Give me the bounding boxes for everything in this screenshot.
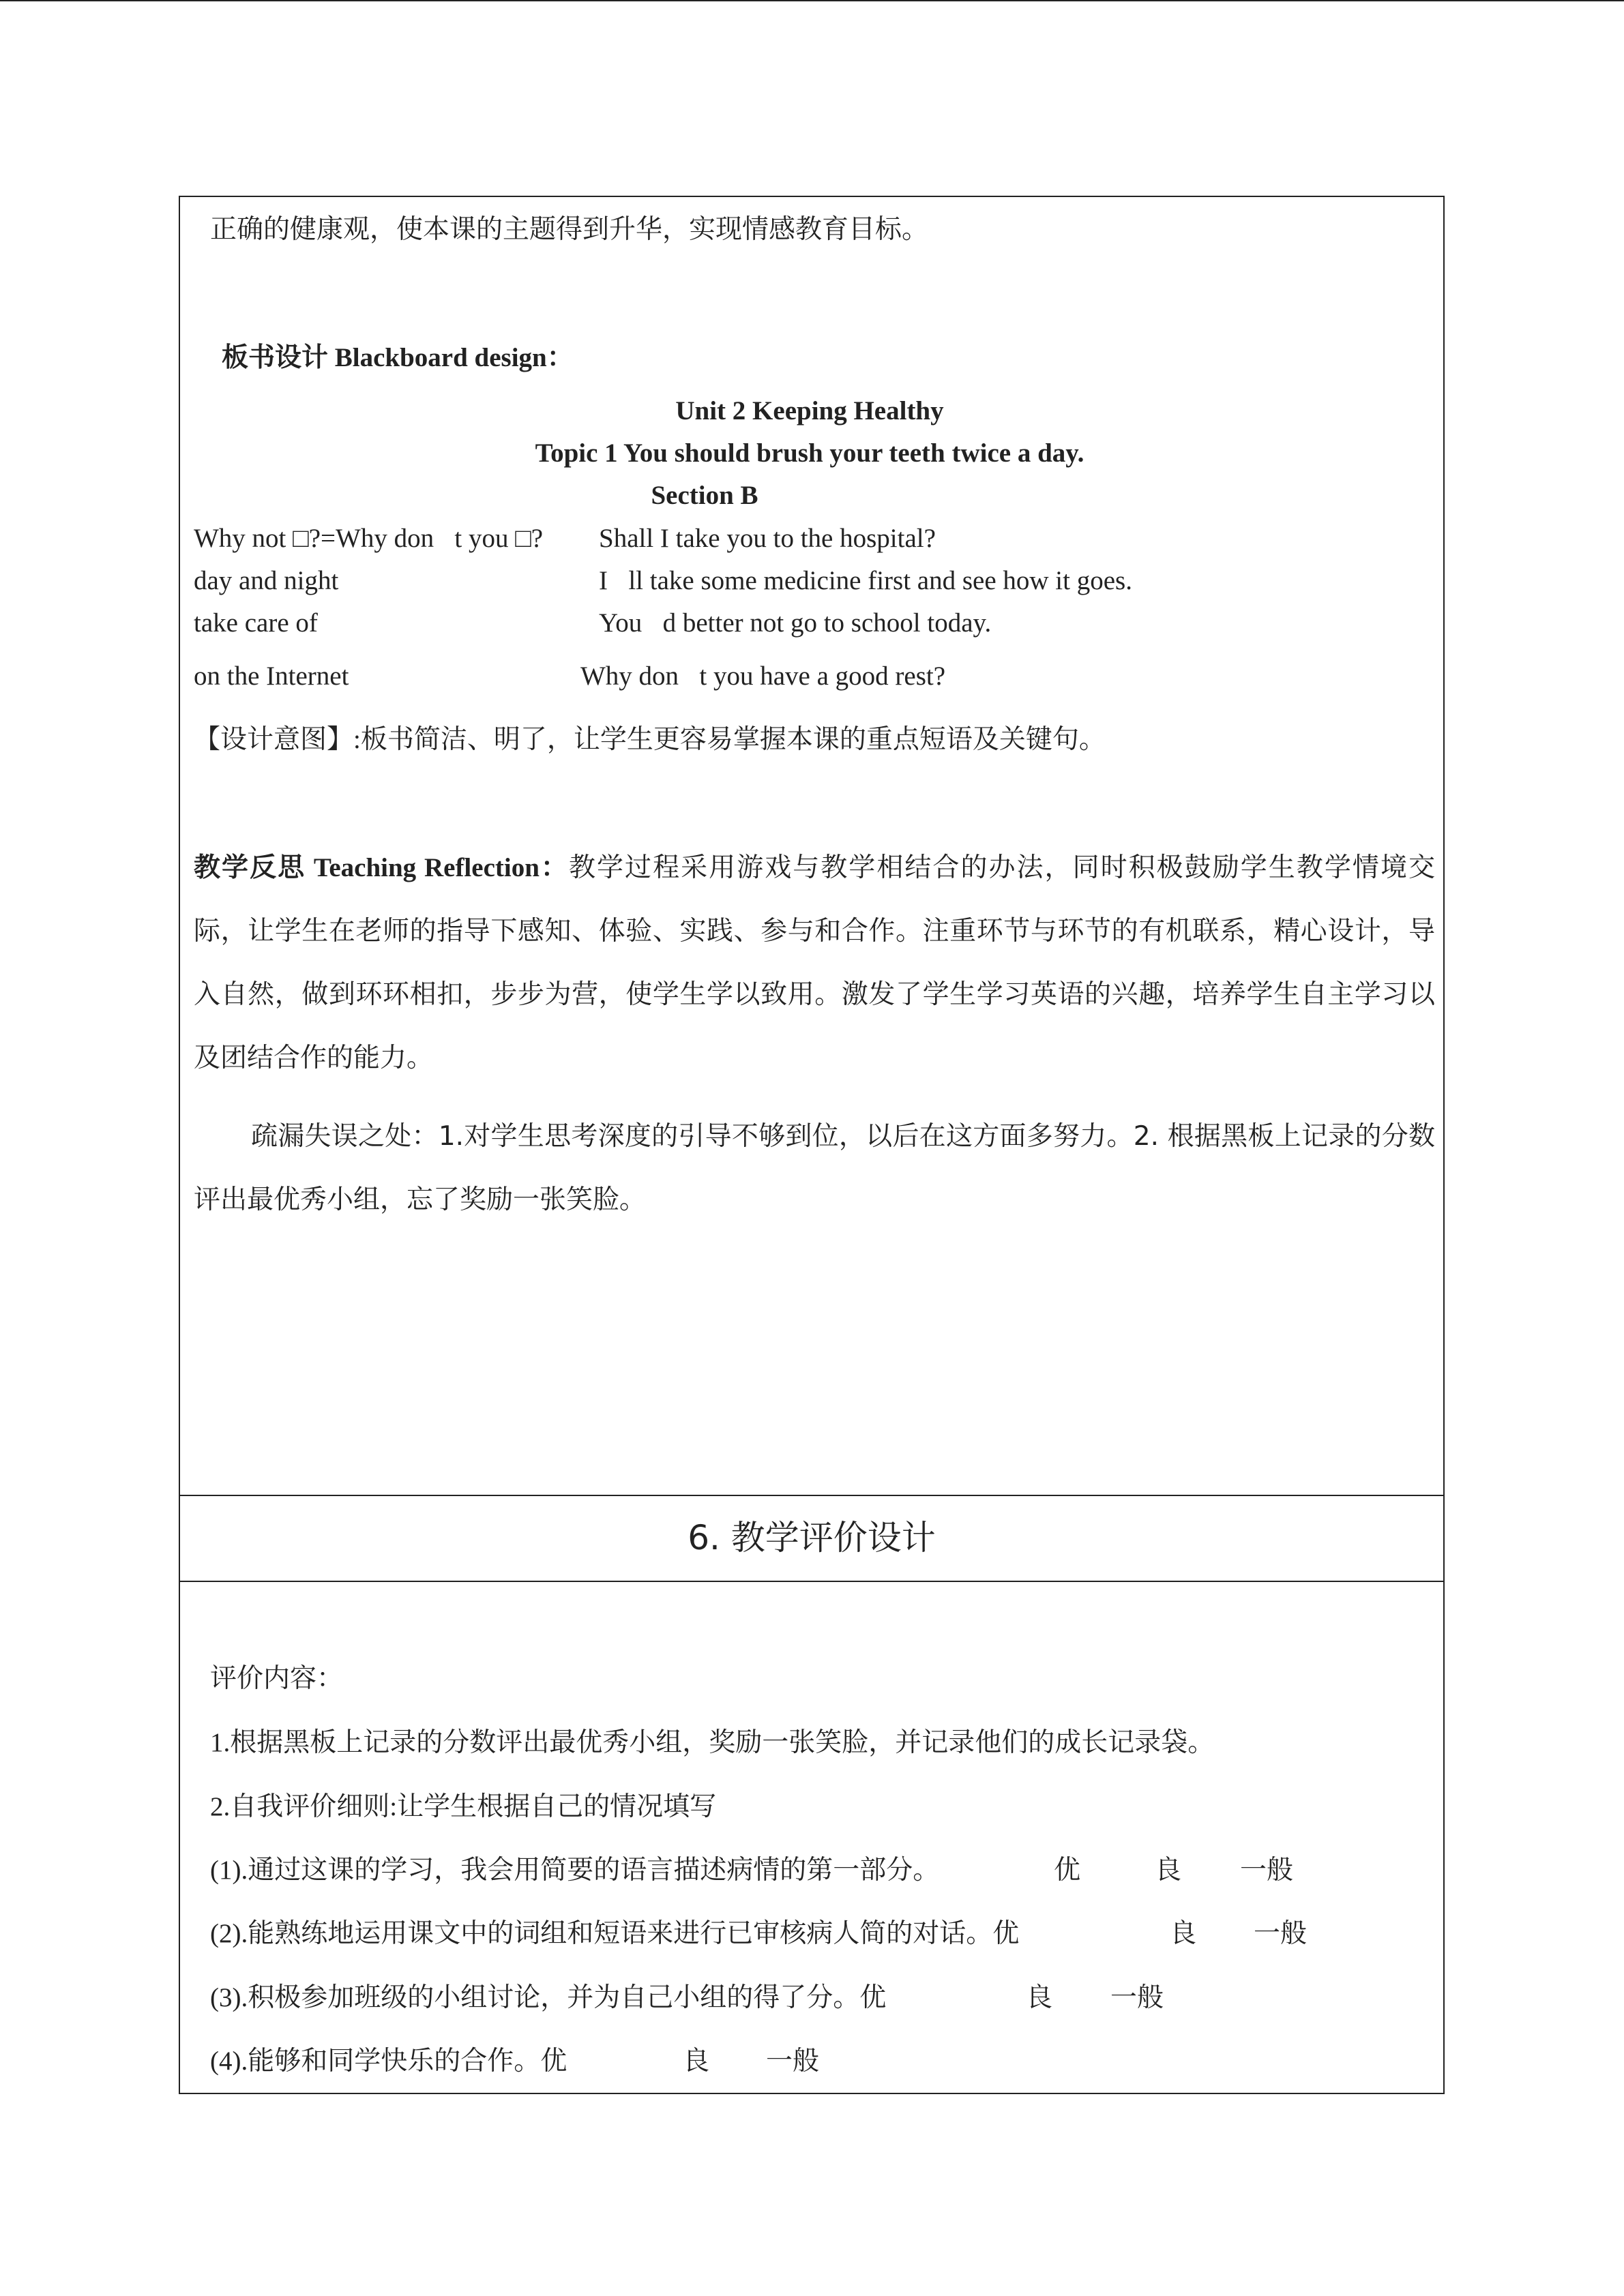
board-sentence-2: I ll take some medicine first and see how it goes. <box>599 566 1132 595</box>
omission-sans: 1.对学生思考深度的引导不够到位，以后在这方面多努力。2. <box>438 1121 1168 1152</box>
board-phrase-2: day and night <box>194 566 339 595</box>
section-6-title: 6. 教学评价设计 <box>688 1518 936 1557</box>
board-phrase-3: take care of <box>194 608 318 638</box>
board-phrase-1: Why not □?=Why don t you □? <box>194 524 544 553</box>
page-top-border <box>0 0 1624 1</box>
rating-good: 良 <box>683 2046 710 2076</box>
design-intent: 【设计意图】:板书简洁、明了，让学生更容易掌握本课的重点短语及关键句。 <box>194 725 1106 754</box>
evaluation-item-1: 1.根据黑板上记录的分数评出最优秀小组，奖励一张笑脸，并记录他们的成长记录袋。 <box>210 1728 1215 1757</box>
rubric-item-3: (3).积极参加班级的小组讨论，并为自己小组的得了分。优 <box>210 1983 887 2012</box>
rating-good: 良 <box>1170 1919 1197 1948</box>
rating-average: 一般 <box>766 2046 820 2076</box>
rating-good: 良 <box>1026 1983 1053 2012</box>
rubric-item-4: (4).能够和同学快乐的合作。优 <box>210 2046 567 2076</box>
continuation-text: 正确的健康观，使本课的主题得到升华，实现情感教育目标。 <box>210 215 929 244</box>
evaluation-item-2: 2.自我评价细则:让学生根据自己的情况填写 <box>210 1792 717 1821</box>
board-sentence-3: You d better not go to school today. <box>599 608 992 638</box>
rubric-item-2: (2).能熟练地运用课文中的词组和短语来进行已审核病人简的对话。优 <box>210 1919 1020 1948</box>
rating-average: 一般 <box>1110 1983 1164 2012</box>
rating-good: 良 <box>1155 1855 1182 1885</box>
board-sentence-4: Why don t you have a good rest? <box>580 661 946 691</box>
omission-rest: 根据黑板上记录的分数评出最优秀小组，忘了奖励一张笑脸。 <box>194 1122 1435 1214</box>
topic-title: Topic 1 You should brush your teeth twice a day. <box>535 438 1084 468</box>
board-sentence-1: Shall I take you to the hospital? <box>599 524 936 553</box>
board-phrase-4: on the Internet <box>194 661 349 691</box>
rating-average: 一般 <box>1240 1855 1294 1885</box>
row-divider <box>179 1495 1445 1496</box>
rubric-item-1: (1).通过这课的学习，我会用简要的语言描述病情的第一部分。 <box>210 1855 940 1885</box>
reflection-label: 教学反思 Teaching Reflection： <box>194 853 569 882</box>
blackboard-heading: 板书设计 Blackboard design： <box>222 343 574 372</box>
rating-excellent: 优 <box>1054 1855 1081 1885</box>
unit-title: Unit 2 Keeping Healthy <box>675 396 944 426</box>
row-divider <box>179 1581 1445 1582</box>
rating-average: 一般 <box>1254 1919 1308 1948</box>
reflection-text: 教学过程采用游戏与教学相结合的办法，同时积极鼓励学生教学情境交际，让学生在老师的指导下感知、体验、实践、参与和合作。注重环节与环节的有机联系，精心设计，导入自然，做到环环相扣，步步为营，使学生学以致用。激发了学生学习英语的兴趣，培养学生自主学习以及团结合作的能力。 <box>194 853 1435 1073</box>
omission-prefix: 疏漏失误之处： <box>251 1122 439 1151</box>
evaluation-heading: 评价内容： <box>210 1664 344 1693</box>
section-title: Section B <box>651 481 758 510</box>
teaching-reflection <box>194 836 1435 1090</box>
omission-paragraph <box>194 1105 1435 1232</box>
